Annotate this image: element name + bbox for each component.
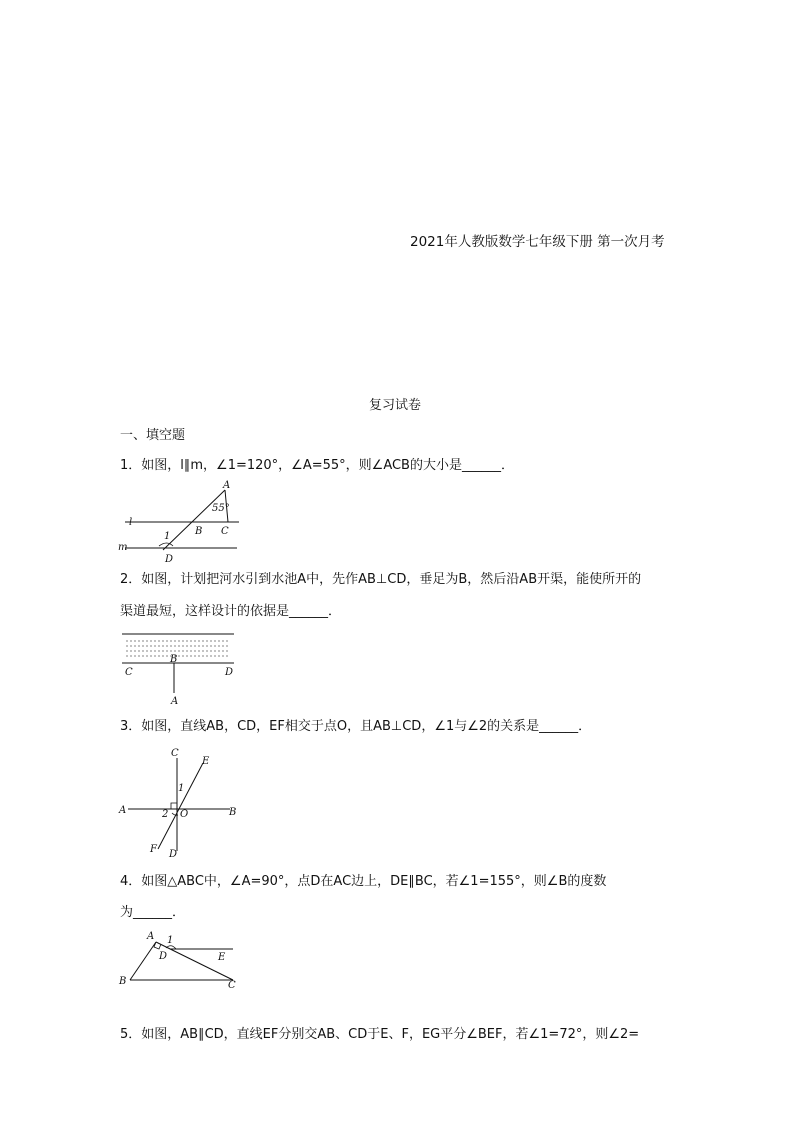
q1-label-m: m — [118, 542, 128, 553]
q3-label-1: 1 — [178, 783, 185, 794]
q3-label-e: E — [202, 756, 210, 767]
q2-label-c: C — [125, 667, 133, 678]
section-heading: 一、填空题 — [120, 428, 186, 443]
q4-label-c: C — [228, 980, 236, 991]
q3-label-f: F — [150, 844, 157, 855]
q1-label-l: l — [129, 517, 133, 528]
q3-label-2: 2 — [162, 809, 169, 820]
question-4-text-line-1: 4．如图△ABC中，∠A=90°，点D在AC边上，DE∥BC，若∠1=155°，则∠B的度数 — [120, 874, 607, 889]
q3-label-b: B — [229, 807, 237, 818]
question-5-text: 5．如图，AB∥CD，直线EF分别交AB、CD于E、F，EG平分∠BEF，若∠1=72°，则∠2= — [120, 1027, 640, 1042]
q4-label-a: A — [147, 931, 155, 942]
q3-label-o: O — [180, 809, 189, 820]
q2-label-a: A — [171, 696, 179, 707]
question-4-figure — [116, 928, 241, 991]
question-3-figure — [116, 745, 241, 860]
q3-label-c: C — [171, 748, 179, 759]
document-title: 2021年人教版数学七年级下册 第一次月考 — [410, 234, 665, 250]
question-2-text-line-1: 2．如图，计划把河水引到水池A中，先作AB⊥CD，垂足为B，然后沿AB开渠，能使所开的 — [120, 572, 642, 587]
question-2-figure — [118, 630, 238, 710]
question-3-text: 3．如图，直线AB，CD，EF相交于点O，且AB⊥CD，∠1与∠2的关系是______． — [120, 719, 592, 734]
q1-label-b: B — [195, 526, 203, 537]
q1-label-angle: 55° — [212, 503, 230, 514]
question-4-text-line-2: 为______． — [120, 905, 186, 920]
q4-label-b: B — [119, 976, 127, 987]
question-1-text: 1．如图，l∥m，∠1=120°，∠A=55°，则∠ACB的大小是______． — [120, 458, 514, 473]
q2-label-b: B — [170, 654, 178, 665]
q1-label-a: A — [223, 480, 231, 491]
q2-label-d: D — [225, 667, 234, 678]
q4-label-d: D — [159, 951, 168, 962]
q3-label-a: A — [119, 805, 127, 816]
q1-label-1: 1 — [164, 531, 171, 542]
q4-label-e: E — [218, 952, 226, 963]
q3-label-d: D — [169, 849, 178, 860]
q4-label-1: 1 — [167, 935, 174, 946]
q1-label-c: C — [221, 526, 229, 537]
question-2-text-line-2: 渠道最短，这样设计的依据是______． — [120, 604, 342, 619]
q1-label-d: D — [165, 554, 174, 565]
question-1-figure — [115, 480, 245, 565]
document-subtitle: 复习试卷 — [369, 398, 422, 413]
